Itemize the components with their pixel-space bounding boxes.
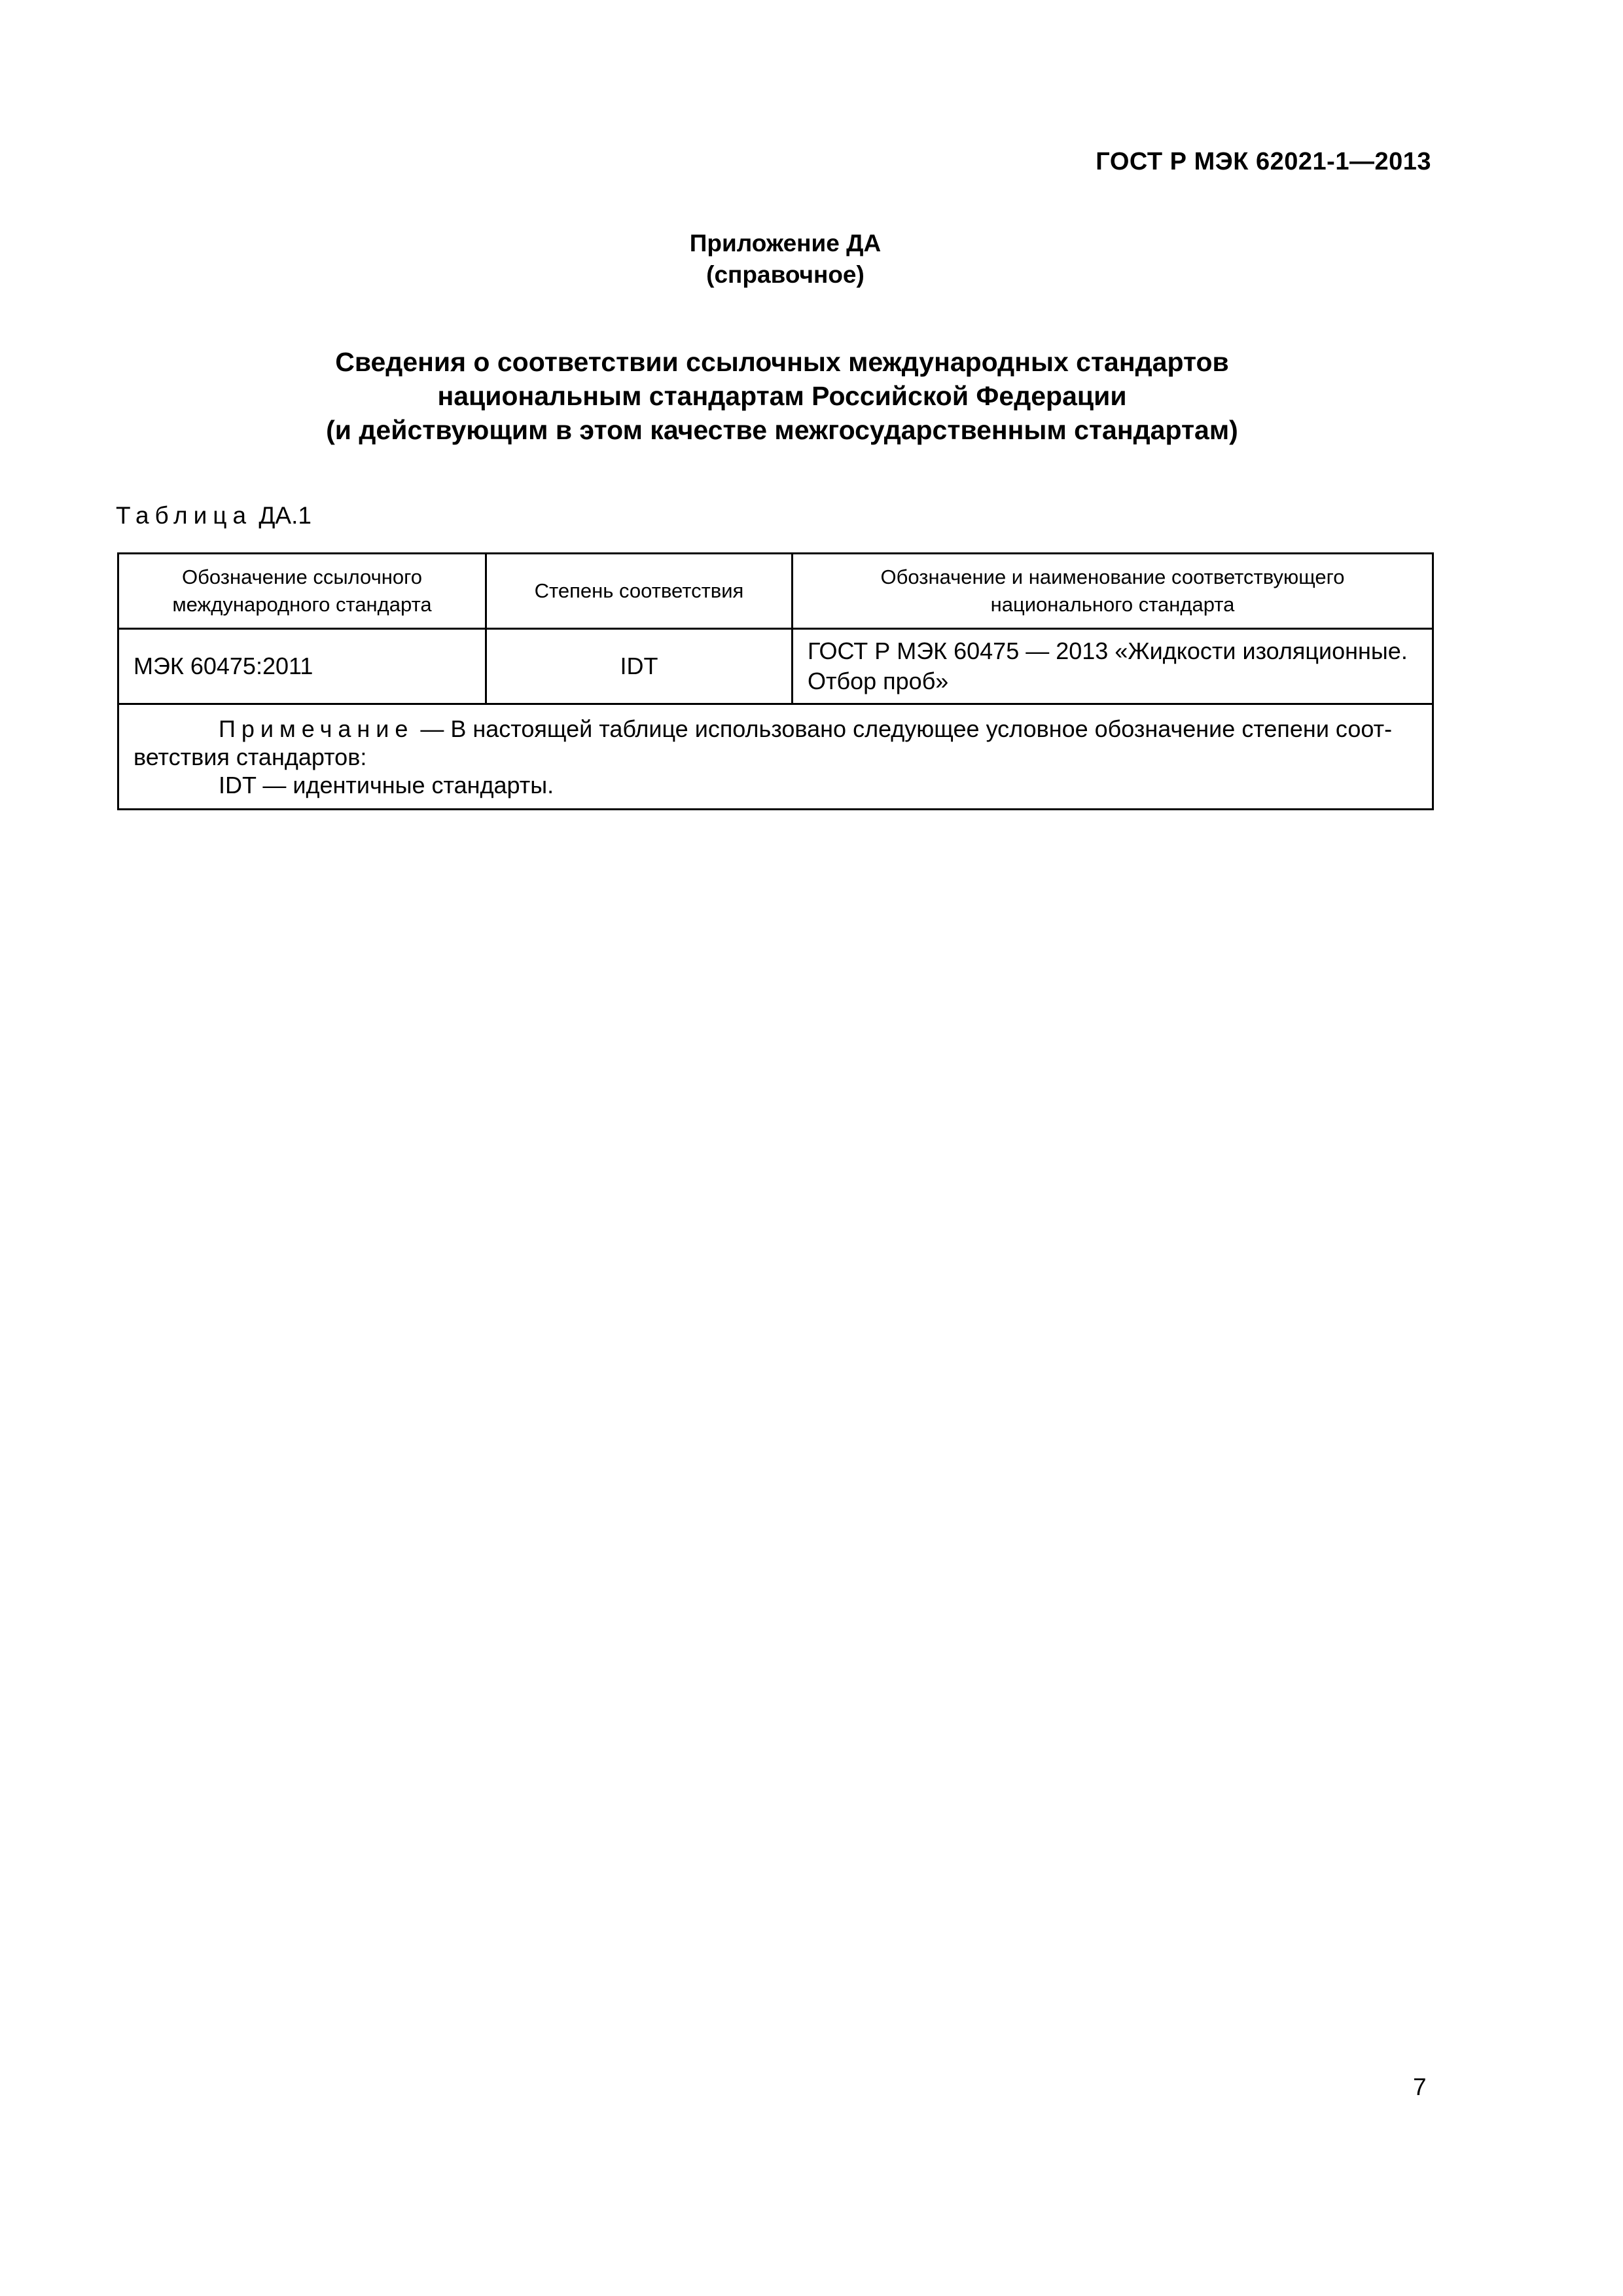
section-title <box>0 345 1564 447</box>
header-international-standard: Обозначение ссылочного международного стандарта <box>118 554 486 629</box>
note-text-1: — В настоящей таблице использовано следующее условное обозначение степени соот- <box>414 715 1393 742</box>
header-degree-of-correspondence: Степень соответствия <box>486 554 793 629</box>
table-note <box>118 704 1433 810</box>
appendix-heading <box>0 228 1571 291</box>
table-header-row <box>118 554 1433 629</box>
table-caption-label: Таблица <box>116 502 253 529</box>
note-line-2: ветствия стандартов: <box>134 743 367 770</box>
note-line-1 <box>134 715 1418 743</box>
section-title-line-3: (и действующим в этом качестве межгосударственным стандартам) <box>326 415 1238 445</box>
document-code-header: ГОСТ Р МЭК 62021-1—2013 <box>1096 148 1431 175</box>
table-caption <box>116 500 312 531</box>
cell-international-standard: МЭК 60475:2011 <box>118 629 486 704</box>
section-title-line-1: Сведения о соответствии ссылочных международных стандартов <box>335 347 1229 377</box>
cell-degree: IDT <box>486 629 793 704</box>
appendix-subtitle: (справочное) <box>706 261 865 288</box>
table-note-row <box>118 704 1433 810</box>
page-number: 7 <box>1413 2073 1427 2100</box>
standards-correspondence-table <box>117 552 1434 810</box>
table-row <box>118 629 1433 704</box>
note-line-3: IDT — идентичные стандарты. <box>219 771 554 798</box>
header-national-standard: Обозначение и наименование соответствующего национального стандарта <box>793 554 1433 629</box>
appendix-title: Приложение ДА <box>689 230 882 257</box>
note-label: Примечание <box>219 715 414 742</box>
section-title-line-2: национальным стандартам Российской Федерации <box>437 381 1127 411</box>
cell-national-standard: ГОСТ Р МЭК 60475 — 2013 «Жидкости изоляционные. Отбор проб» <box>793 629 1433 704</box>
table-caption-number: ДА.1 <box>259 502 312 529</box>
